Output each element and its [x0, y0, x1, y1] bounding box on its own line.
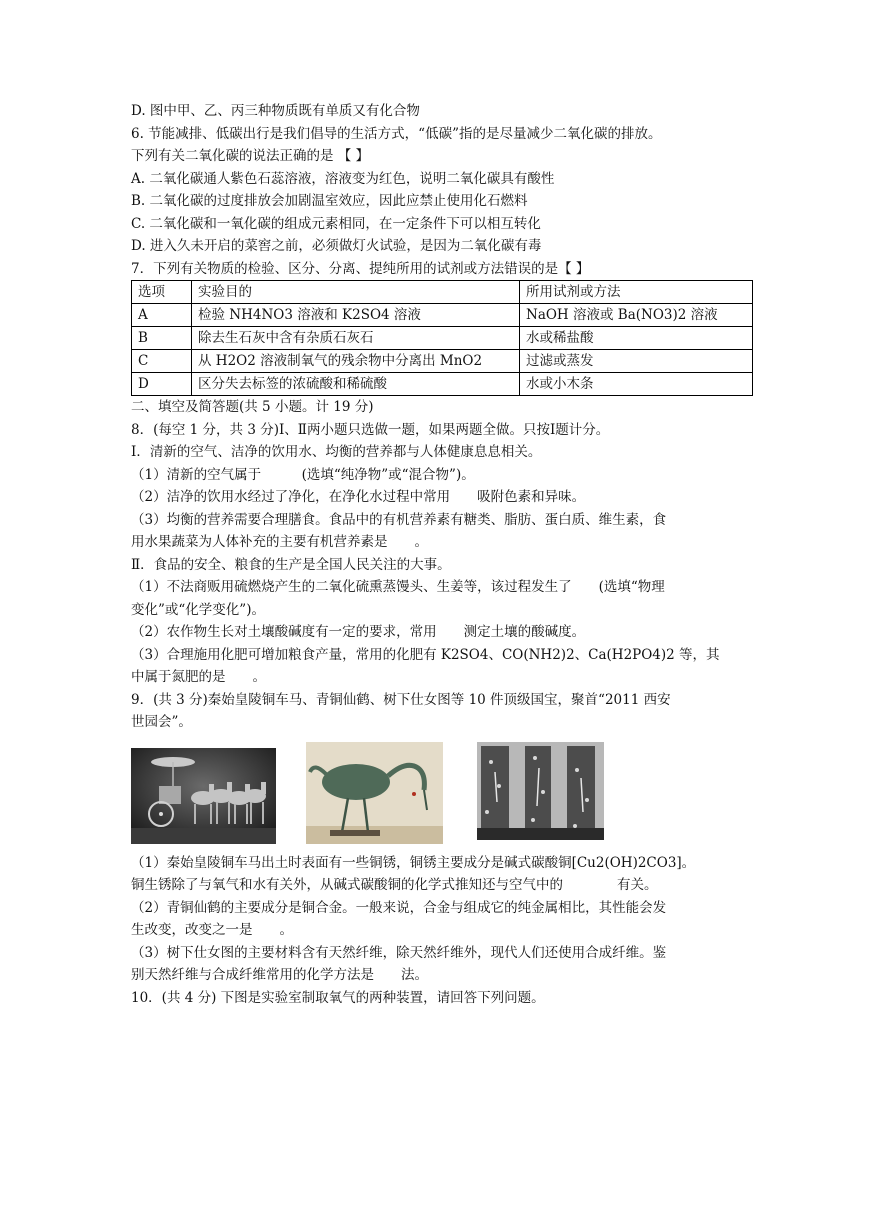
- table-header-row: [132, 281, 753, 304]
- q9-stem-line2: 世园会”。: [131, 714, 192, 730]
- table-row: [132, 373, 753, 396]
- q6-option-b: B. 二氧化碳的过度排放会加剧温室效应，因此应禁止使用化石燃料: [131, 193, 528, 209]
- table-cell: 过滤或蒸发: [520, 350, 753, 373]
- q8-ii-sub3-line1: （3）合理施用化肥可增加粮食产量，常用的化肥有 K2SO4、CO(NH2)2、Ca(H2PO4)2 等，其: [131, 646, 720, 663]
- q9-sub1-line1: （1）秦始皇陵铜车马出土时表面有一些铜锈，铜锈主要成分是碱式碳酸铜[Cu2(OH)2CO3]。: [131, 854, 696, 871]
- q6-option-a: A. 二氧化碳通人紫色石蕊溶液，溶液变为红色，说明二氧化碳具有酸性: [131, 170, 555, 187]
- q8-ii-sub1-line1: （1）不法商贩用硫燃烧产生的二氧化硫熏蒸馒头、生姜等，该过程发生了 (选填“物理: [131, 579, 665, 595]
- q8-ii-sub2: （2）农作物生长对土壤酸碱度有一定的要求，常用 测定土壤的酸碱度。: [131, 624, 586, 640]
- table-cell: 水或小木条: [520, 373, 753, 396]
- q9-sub3-line2: 别天然纤维与合成纤维常用的化学方法是 法。: [131, 967, 428, 983]
- table-cell: NaOH 溶液或 Ba(NO3)2 溶液: [520, 304, 753, 327]
- bronze-chariot-image: [131, 748, 276, 844]
- q9-sub3-line1: （3）树下仕女图的主要材料含有天然纤维，除天然纤维外，现代人们还使用合成纤维。鉴: [131, 944, 667, 961]
- q8-part-ii-title: Ⅱ．食品的安全、粮食的生产是全国人民关注的大事。: [131, 556, 451, 573]
- table-cell: 检验 NH4NO3 溶液和 K2SO4 溶液: [192, 304, 520, 327]
- table-cell: 区分失去标签的浓硫酸和稀硫酸: [192, 373, 520, 396]
- q9-sub1-line2: 铜生锈除了与氧气和水有关外，从碱式碳酸铜的化学式推知还与空气中的 有关。: [131, 877, 658, 893]
- table-header-cell: 所用试剂或方法: [520, 281, 753, 304]
- q9-stem-line1: 9．(共 3 分)秦始皇陵铜车马、青铜仙鹤、树下仕女图等 10 件顶级国宝，聚首“2011 西安: [131, 691, 671, 708]
- bronze-crane-image: [306, 742, 443, 844]
- table-cell: B: [132, 327, 192, 350]
- q9-images: [131, 742, 753, 852]
- q6-option-d: D. 进入久未开启的菜窖之前，必须做灯火试验，是因为二氧化碳有毒: [131, 238, 542, 254]
- table-cell: C: [132, 350, 192, 373]
- table-cell: 从 H2O2 溶液制氧气的残余物中分离出 MnO2: [192, 350, 520, 373]
- table-cell: D: [132, 373, 192, 396]
- q6-stem-line1: 6. 节能减排、低碳出行是我们倡导的生活方式，“低碳”指的是尽量减少二氧化碳的排放。: [131, 125, 662, 142]
- q8-i-sub3-line1: （3）均衡的营养需要合理膳食。食品中的有机营养素有糖类、脂肪、蛋白质、维生素，食: [131, 511, 667, 528]
- q9-sub2-line2: 生改变，改变之一是 。: [131, 922, 293, 938]
- table-cell: 除去生石灰中含有杂质石灰石: [192, 327, 520, 350]
- table-row: [132, 350, 753, 373]
- painting-ladies-under-tree-image: [477, 742, 604, 840]
- q8-part-i-title: Ⅰ．清新的空气、洁净的饮用水、均衡的营养都与人体健康息息相关。: [131, 444, 542, 460]
- q7-stem: 7．下列有关物质的检验、区分、分离、提纯所用的试剂或方法错误的是【 】: [131, 260, 590, 277]
- table-header-cell: 实验目的: [192, 281, 520, 304]
- q8-i-sub1: （1）清新的空气属于 (选填“纯净物”或“混合物”)。: [131, 466, 475, 483]
- q6-option-c: C. 二氧化碳和一氧化碳的组成元素相同，在一定条件下可以相互转化: [131, 215, 541, 232]
- q8-stem: 8．(每空 1 分，共 3 分)Ⅰ、Ⅱ两小题只选做一题，如果两题全做。只按Ⅰ题计分。: [131, 421, 610, 438]
- q8-ii-sub3-line2: 中属于氮肥的是 。: [131, 669, 266, 685]
- q10-stem: 10．(共 4 分) 下图是实验室制取氧气的两种装置，请回答下列问题。: [131, 989, 545, 1006]
- q9-sub2-line1: （2）青铜仙鹤的主要成分是铜合金。一般来说，合金与组成它的纯金属相比，其性能会发: [131, 899, 667, 916]
- table-cell: A: [132, 304, 192, 327]
- q5-option-d: D. 图中甲、乙、丙三种物质既有单质又有化合物: [131, 103, 420, 119]
- table-row: [132, 327, 753, 350]
- section-2-heading: 二、填空及简答题(共 5 小题。计 19 分): [131, 399, 374, 415]
- q8-i-sub3-line2: 用水果蔬菜为人体补充的主要有机营养素是 。: [131, 534, 428, 550]
- table-header-cell: 选项: [132, 281, 192, 304]
- q6-stem-line2: 下列有关二氧化碳的说法正确的是 【 】: [131, 148, 370, 164]
- exam-page: [131, 100, 753, 1009]
- table-row: [132, 304, 753, 327]
- q8-ii-sub1-line2: 变化”或“化学变化”)。: [131, 601, 265, 618]
- table-cell: 水或稀盐酸: [520, 327, 753, 350]
- q8-i-sub2: （2）洁净的饮用水经过了净化，在净化水过程中常用 吸附色素和异味。: [131, 489, 586, 505]
- q7-table: [131, 280, 753, 396]
